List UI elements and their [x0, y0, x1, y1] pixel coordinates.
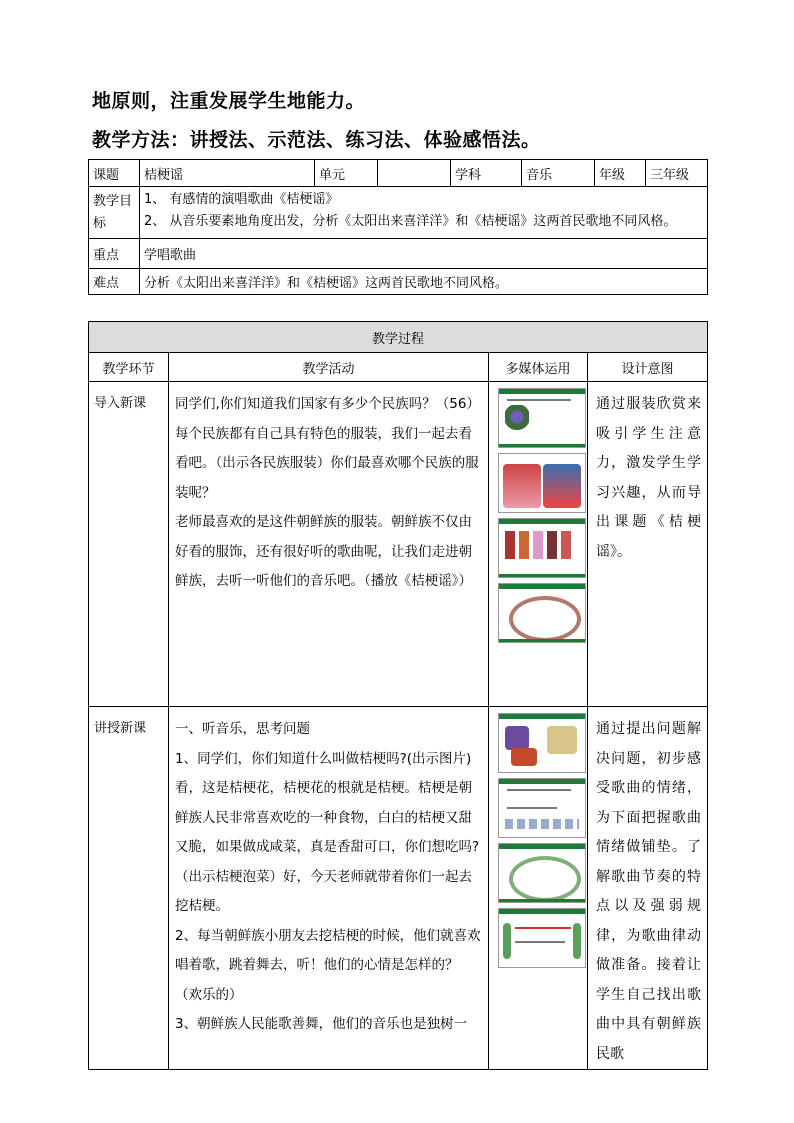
heading-line-2: 教学方法：讲授法、示范法、练习法、体验感悟法。 — [92, 129, 541, 151]
media-intro — [489, 382, 588, 707]
slide-thumbnail — [498, 388, 586, 448]
design-new-lesson: 通过提出问题解决问题，初步感受歌曲的情绪，为下面把握歌曲情绪做铺垫。了解歌曲节奏的特点以及强弱规律，为歌曲律动做准备。接着让学生自己找出歌曲中具有朝鲜族民歌 — [588, 707, 708, 1070]
slide-thumbnail — [498, 713, 586, 773]
header-media: 多媒体运用 — [489, 353, 588, 382]
discipline-label: 学科 — [451, 160, 522, 187]
goal-1: 1、 有感情的演唱歌曲《桔梗谣》 — [144, 192, 339, 207]
activity-paragraph: 1、同学们，你们知道什么叫做桔梗吗?(出示图片)看，这是桔梗花，桔梗花的根就是桔梗。桔梗是朝鲜族人民非常喜欢吃的一种食物，白白的桔梗又甜又脆，如果做成咸菜，真是香甜可口，你们想吃吗?（出示桔梗泡菜）好，今天老师就带着你们一起去挖桔梗。 — [175, 750, 480, 914]
grade-value: 三年级 — [646, 160, 708, 187]
teaching-process-table — [88, 321, 708, 1070]
activity-paragraph: 一、听音乐，思考问题 — [175, 721, 310, 737]
goals-label: 教学目标 — [89, 187, 140, 239]
key-label: 重点 — [89, 239, 140, 269]
activity-paragraph: 同学们,你们知道我们国家有多少个民族吗？（56）每个民族都有自己具有特色的服装，我们一起去看看吧。（出示各民族服装）你们最喜欢哪个民族的服装呢？ — [175, 396, 480, 501]
process-title: 教学过程 — [89, 322, 708, 353]
slide-thumbnail — [498, 453, 586, 513]
heading-line-1: 地原则，注重发展学生地能力。 — [92, 90, 366, 112]
media-new-lesson — [489, 707, 588, 1070]
difficulty-value: 分析《太阳出来喜洋洋》和《桔梗谣》这两首民歌地不同风格。 — [140, 269, 708, 295]
slide-thumbnail — [498, 778, 586, 838]
slide-thumbnail — [498, 843, 586, 903]
header-stage: 教学环节 — [89, 353, 169, 382]
subject-value: 桔梗谣 — [140, 160, 315, 187]
lesson-info-table — [88, 159, 708, 295]
activity-intro — [169, 382, 489, 707]
slide-thumbnail — [498, 518, 586, 578]
grade-label: 年级 — [595, 160, 646, 187]
difficulty-label: 难点 — [89, 269, 140, 295]
goal-2: 2、 从音乐要素地角度出发，分析《太阳出来喜洋洋》和《桔梗谣》这两首民歌地不同风格。 — [144, 214, 677, 229]
key-value: 学唱歌曲 — [140, 239, 708, 269]
unit-value — [378, 160, 451, 187]
stage-intro: 导入新课 — [89, 382, 169, 707]
activity-new-lesson — [169, 707, 489, 1070]
subject-label: 课题 — [89, 160, 140, 187]
stage-new-lesson: 讲授新课 — [89, 707, 169, 1070]
activity-paragraph: 老师最喜欢的是这件朝鲜族的服装。朝鲜族不仅由好看的服饰，还有很好听的歌曲呢，让我们走进朝鲜族，去听一听他们的音乐吧。（播放《桔梗谣》） — [175, 514, 472, 589]
slide-thumbnail — [498, 908, 586, 968]
activity-paragraph: 3、朝鲜族人民能歌善舞，他们的音乐也是独树一 — [175, 1016, 468, 1032]
discipline-value: 音乐 — [522, 160, 595, 187]
header-activity: 教学活动 — [169, 353, 489, 382]
activity-paragraph: 2、每当朝鲜族小朋友去挖桔梗的时候，他们就喜欢唱着歌，跳着舞去，听！他们的心情是怎样的？（欢乐的） — [175, 927, 481, 1003]
unit-label: 单元 — [315, 160, 378, 187]
header-design: 设计意图 — [588, 353, 708, 382]
slide-thumbnail — [498, 583, 586, 643]
design-intro: 通过服装欣赏来吸引学生注意力，激发学生学习兴趣，从而导出课题《桔梗谣》。 — [588, 382, 708, 707]
